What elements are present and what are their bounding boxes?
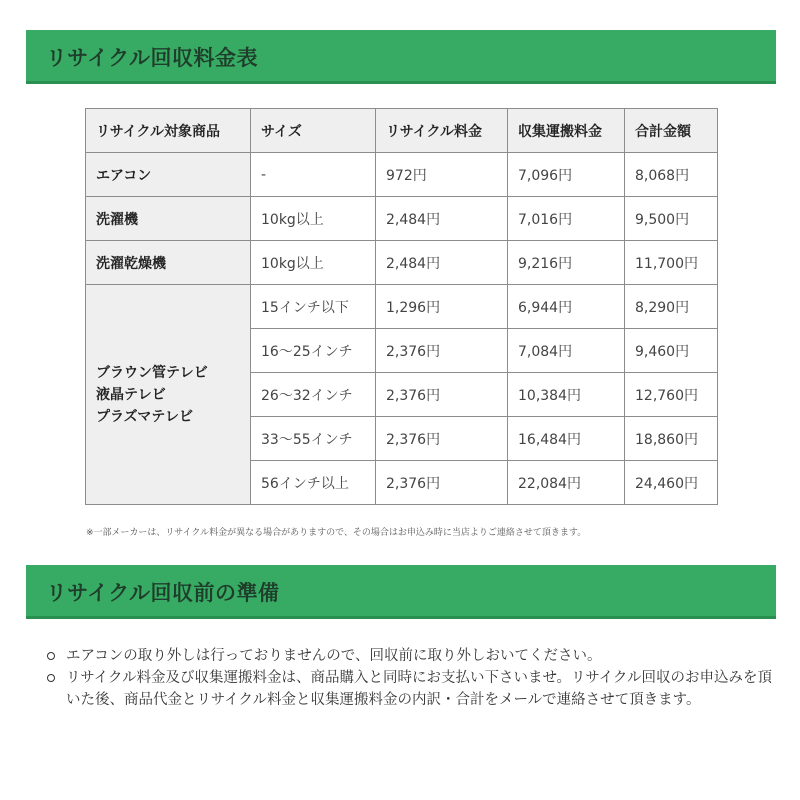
- row-total: 8,290円: [625, 285, 718, 329]
- circle-bullet-icon: [47, 674, 55, 682]
- preparation-list: [44, 645, 779, 711]
- row-transport-fee: 22,084円: [508, 461, 625, 505]
- row-transport-fee: 7,084円: [508, 329, 625, 373]
- row-total: 12,760円: [625, 373, 718, 417]
- row-size: 56インチ以上: [251, 461, 376, 505]
- header-product: リサイクル対象商品: [86, 109, 251, 153]
- table-row: [86, 153, 718, 197]
- row-category: エアコン: [86, 153, 251, 197]
- row-transport-fee: 6,944円: [508, 285, 625, 329]
- row-category: 洗濯機: [86, 197, 251, 241]
- header-recycle-fee: リサイクル料金: [376, 109, 508, 153]
- list-item-text: エアコンの取り外しは行っておりませんので、回収前に取り外しおいてください。: [66, 648, 602, 664]
- row-transport-fee: 9,216円: [508, 241, 625, 285]
- tv-category-cell: [86, 285, 251, 505]
- row-recycle-fee: 2,376円: [376, 417, 508, 461]
- row-total: 11,700円: [625, 241, 718, 285]
- table-row: [86, 241, 718, 285]
- table-row: [86, 197, 718, 241]
- recycle-fee-section-title: リサイクル回収料金表: [46, 46, 259, 70]
- circle-bullet-icon: [47, 652, 55, 660]
- row-size: 15インチ以下: [251, 285, 376, 329]
- recycle-fee-section-header: [26, 30, 776, 84]
- list-item: [44, 667, 779, 711]
- row-total: 9,500円: [625, 197, 718, 241]
- row-size: 26〜32インチ: [251, 373, 376, 417]
- recycle-fee-table: [85, 108, 718, 505]
- row-recycle-fee: 1,296円: [376, 285, 508, 329]
- table-row: [86, 285, 718, 329]
- row-transport-fee: 7,096円: [508, 153, 625, 197]
- row-total: 24,460円: [625, 461, 718, 505]
- header-size: サイズ: [251, 109, 376, 153]
- table-header-row: [86, 109, 718, 153]
- tv-category-line: ブラウン管テレビ: [96, 364, 208, 381]
- preparation-section-header: [26, 565, 776, 619]
- row-recycle-fee: 2,484円: [376, 197, 508, 241]
- row-recycle-fee: 2,376円: [376, 373, 508, 417]
- row-size: 33〜55インチ: [251, 417, 376, 461]
- row-transport-fee: 7,016円: [508, 197, 625, 241]
- row-total: 8,068円: [625, 153, 718, 197]
- list-item-text: リサイクル料金及び収集運搬料金は、商品購入と同時にお支払い下さいませ。リサイクル回収のお申込みを頂いた後、商品代金とリサイクル料金と収集運搬料金の内訳・合計をメールで連絡させて頂きます。: [66, 670, 773, 708]
- row-size: 16〜25インチ: [251, 329, 376, 373]
- row-recycle-fee: 972円: [376, 153, 508, 197]
- row-transport-fee: 10,384円: [508, 373, 625, 417]
- manufacturer-fee-note: ※一部メーカーは、リサイクル料金が異なる場合がありますので、その場合はお申込み時に当店よりご連絡させて頂きます。: [86, 528, 587, 538]
- row-size: 10kg以上: [251, 197, 376, 241]
- preparation-section-title: リサイクル回収前の準備: [46, 581, 280, 605]
- tv-category-line: プラズマテレビ: [96, 408, 194, 425]
- header-transport-fee: 収集運搬料金: [508, 109, 625, 153]
- row-size: -: [251, 153, 376, 197]
- row-transport-fee: 16,484円: [508, 417, 625, 461]
- row-recycle-fee: 2,376円: [376, 461, 508, 505]
- row-recycle-fee: 2,484円: [376, 241, 508, 285]
- row-recycle-fee: 2,376円: [376, 329, 508, 373]
- row-category: 洗濯乾燥機: [86, 241, 251, 285]
- row-size: 10kg以上: [251, 241, 376, 285]
- tv-category-line: 液晶テレビ: [96, 386, 166, 403]
- list-item: [44, 645, 779, 667]
- row-total: 18,860円: [625, 417, 718, 461]
- row-total: 9,460円: [625, 329, 718, 373]
- header-total: 合計金額: [625, 109, 718, 153]
